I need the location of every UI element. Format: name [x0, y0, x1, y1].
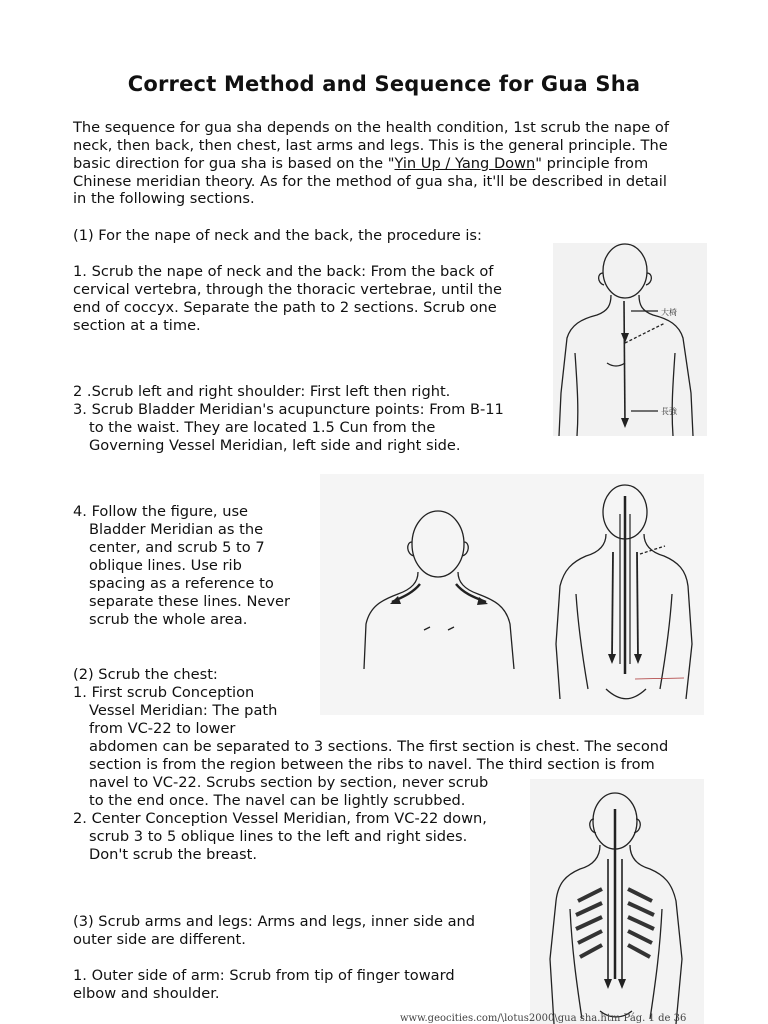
sec1-step3-line: Governing Vessel Meridian, left side and right side.	[89, 437, 461, 454]
sec1-step2: 2 .Scrub left and right shoulder: First left then right.	[73, 383, 451, 400]
sec2-step1-line: from VC-22 to lower	[89, 720, 236, 737]
figure-back-spine	[553, 243, 707, 436]
intro-line-3b: " principle from	[535, 155, 649, 172]
intro-line-2: neck, then back, then chest, last arms and legs. This is the general principle. The	[73, 137, 668, 154]
sec1-step4-line: center, and scrub 5 to 7	[89, 539, 265, 556]
section-2-heading: (2) Scrub the chest:	[73, 666, 218, 683]
intro-line-4: Chinese meridian theory. As for the method of gua sha, it'll be described in detail	[73, 173, 667, 190]
page-footer: www.geocities.com/\lotus2000\gua sha.htm Pág. 1 de 36	[400, 1013, 687, 1024]
sec2-step1-line: Vessel Meridian: The path	[89, 702, 278, 719]
figure-shoulder-bladder-meridian	[320, 474, 704, 715]
intro-line-5: in the following sections.	[73, 190, 255, 207]
sec1-step1-line: cervical vertebra, through the thoracic vertebrae, until the	[73, 281, 503, 298]
intro-line-3a: basic direction for gua sha is based on the "	[73, 155, 395, 172]
section-3-heading: outer side are different.	[73, 931, 246, 948]
sec1-step4-line: oblique lines. Use rib	[89, 557, 242, 574]
sec2-step1-line: navel to VC-22. Scrubs section by section, never scrub	[89, 774, 489, 791]
sec1-step4-line: Bladder Meridian as the	[89, 521, 264, 538]
sec2-step1-line: to the end once. The navel can be lightly scrubbed.	[89, 792, 466, 809]
sec1-step3-line: to the waist. They are located 1.5 Cun from the	[89, 419, 436, 436]
intro-line-3	[73, 155, 648, 173]
section-1-heading: (1) For the nape of neck and the back, the procedure is:	[73, 227, 482, 244]
sec3-step1-line: 1. Outer side of arm: Scrub from tip of finger toward	[73, 967, 455, 984]
sec1-step4-line: scrub the whole area.	[89, 611, 248, 628]
yin-up-yang-down-link[interactable]: Yin Up / Yang Down	[394, 155, 536, 172]
sec2-step2-line: 2. Center Conception Vessel Meridian, from VC-22 down,	[73, 810, 487, 827]
sec2-step2-line: scrub 3 to 5 oblique lines to the left and right sides.	[89, 828, 468, 845]
figure-back-oblique-lines	[530, 779, 704, 1024]
sec1-step1-line: section at a time.	[73, 317, 201, 334]
sec1-step1-line: end of coccyx. Separate the path to 2 sections. Scrub one	[73, 299, 497, 316]
fig1-label-top: 大椅	[661, 308, 677, 317]
sec2-step1-line: abdomen can be separated to 3 sections. The first section is chest. The second	[89, 738, 669, 755]
sec2-step1-line: section is from the region between the ribs to navel. The third section is from	[89, 756, 655, 773]
sec1-step1-line: 1. Scrub the nape of neck and the back: From the back of	[73, 263, 494, 280]
sec3-step1-line: elbow and shoulder.	[73, 985, 220, 1002]
fig1-label-bottom: 長強	[661, 407, 677, 416]
intro-line-1: The sequence for gua sha depends on the health condition, 1st scrub the nape of	[73, 119, 669, 136]
sec1-step4-line: separate these lines. Never	[89, 593, 290, 610]
sec2-step2-line: Don't scrub the breast.	[89, 846, 257, 863]
sec1-step4-line: 4. Follow the figure, use	[73, 503, 249, 520]
sec1-step4-line: spacing as a reference to	[89, 575, 274, 592]
page-title: Correct Method and Sequence for Gua Sha	[127, 72, 641, 96]
section-3-heading: (3) Scrub arms and legs: Arms and legs, inner side and	[73, 913, 476, 930]
sec1-step3-line: 3. Scrub Bladder Meridian's acupuncture points: From B-11	[73, 401, 504, 418]
sec2-step1-line: 1. First scrub Conception	[73, 684, 255, 701]
